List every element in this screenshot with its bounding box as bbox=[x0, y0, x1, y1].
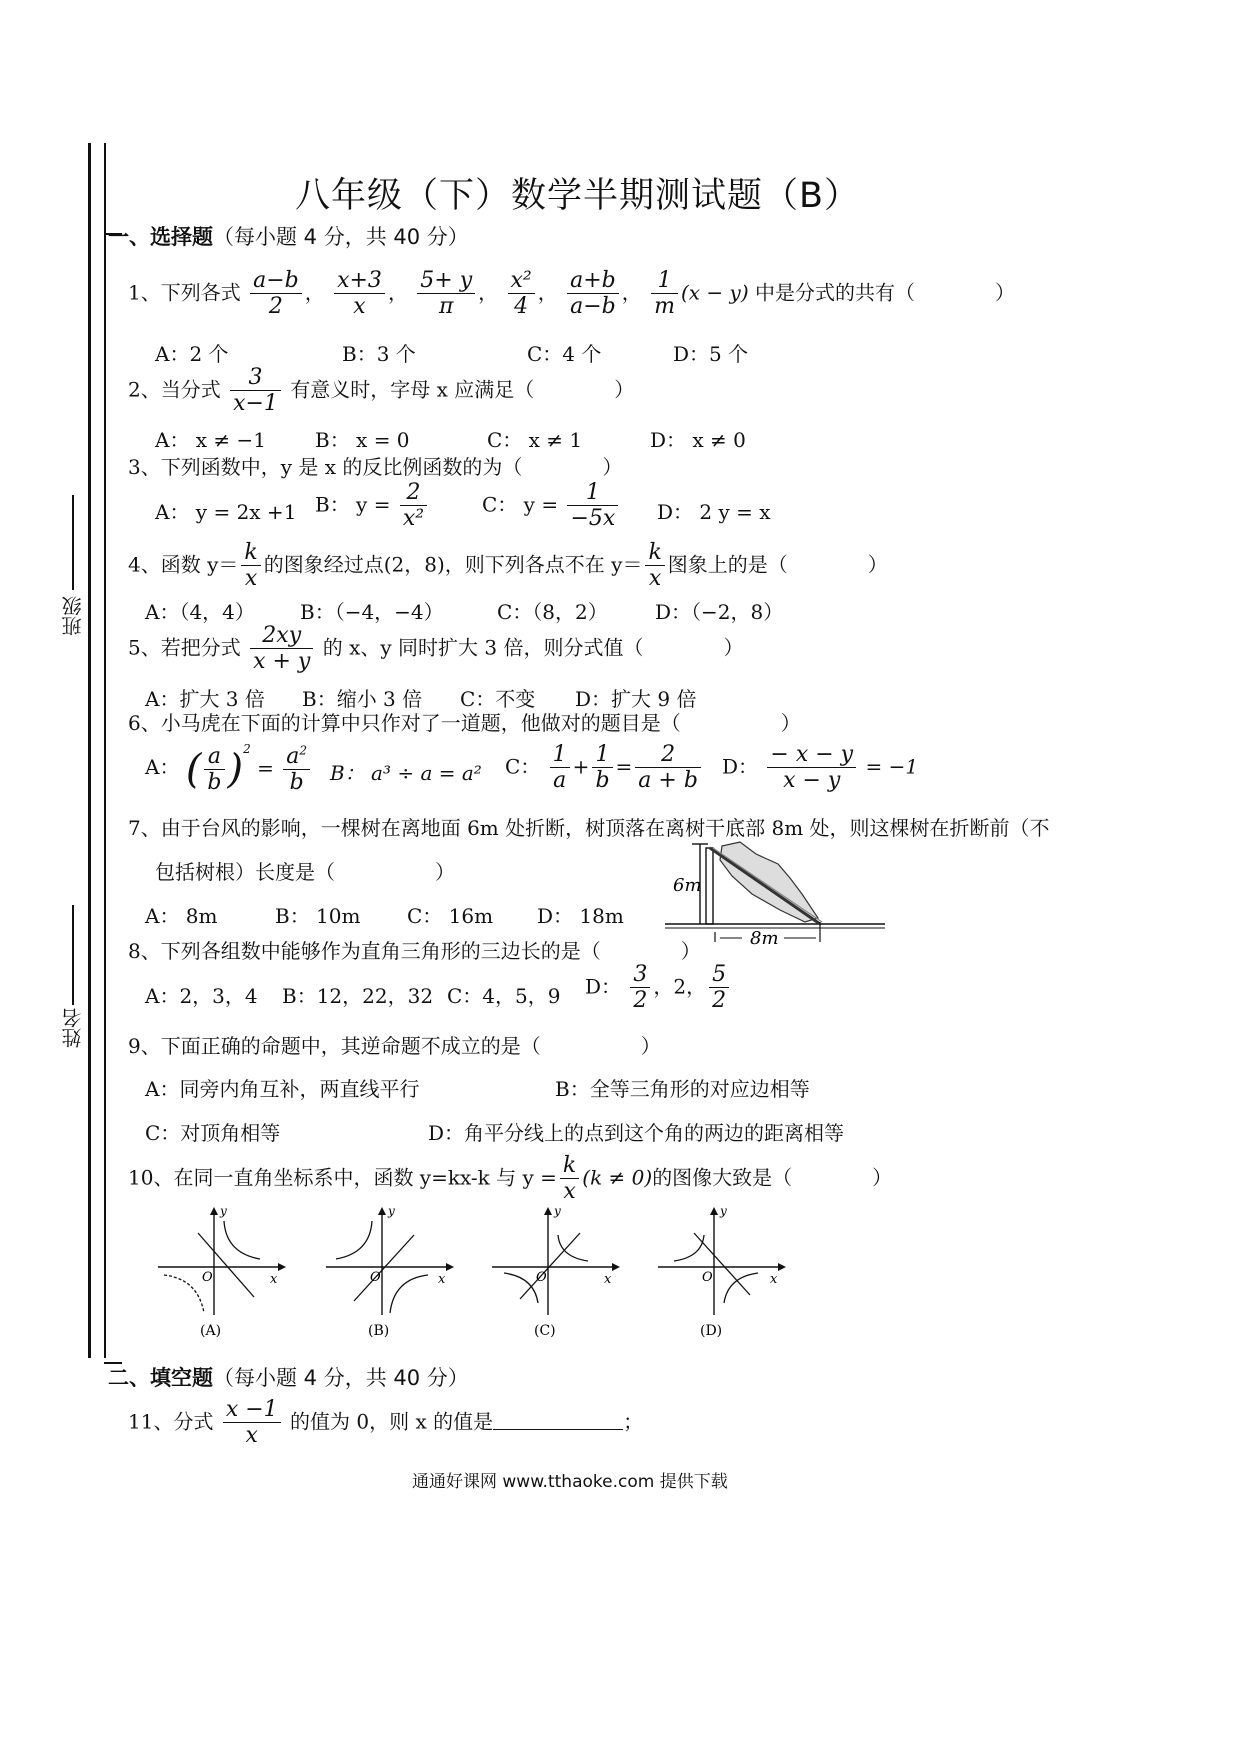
question-2 bbox=[128, 365, 634, 417]
q7-option-c[interactable]: C： 16m bbox=[407, 904, 494, 928]
q8-option-d-fraction-2: $\frac{5}{2}$ bbox=[709, 962, 729, 1014]
q4-option-b[interactable]: B：（−4，−4） bbox=[300, 600, 444, 624]
q10-fraction: $\frac{k}{x}$ bbox=[560, 1153, 579, 1205]
q8-option-b[interactable]: B：12，22，32 bbox=[282, 984, 434, 1008]
q1-fraction-3: $\frac{5+ y}{\pi}$ bbox=[417, 268, 475, 320]
q1-option-d[interactable]: D：5 个 bbox=[673, 342, 749, 366]
q9-option-a[interactable]: A：同旁内角互补，两直线平行 bbox=[145, 1077, 420, 1101]
q5-suffix: 的 x、y 同时扩大 3 倍，则分式值（ ） bbox=[322, 635, 744, 660]
q10-graph-d-label: (D) bbox=[700, 1323, 723, 1339]
q10-graph-b-origin: O bbox=[370, 1270, 381, 1285]
q3-option-c-label: C： y = bbox=[482, 492, 559, 517]
q8-option-a[interactable]: A：2，3，4 bbox=[145, 984, 258, 1008]
q1-fraction-2: $\frac{x+3}{x}$ bbox=[334, 268, 385, 320]
q1-fraction-6-tail: (x − y) bbox=[680, 280, 749, 305]
q3-option-b-label: B： y = bbox=[315, 492, 391, 517]
q4-middle: 的图象经过点(2，8)，则下列各点不在 y＝ bbox=[263, 552, 643, 577]
q10-suffix: 的图像大致是（ ） bbox=[652, 1165, 893, 1190]
q3-option-b-fraction: $\frac{2}{\text{x²}}$ bbox=[400, 480, 427, 532]
q11-prefix: 11、分式 bbox=[128, 1409, 214, 1434]
q6-option-c-expr: $\frac{1}{a}$ + $\frac{1}{b}$ = $\frac{2}{a + b}$ bbox=[547, 742, 704, 794]
q1-fraction-1: $\frac{a-b}{2}$ bbox=[250, 268, 302, 320]
q1-option-c[interactable]: C：4 个 bbox=[527, 342, 602, 366]
question-4 bbox=[128, 540, 888, 592]
q2-fraction: $\frac{3}{x-1}$ bbox=[230, 365, 281, 417]
q7-tree-figure bbox=[660, 836, 890, 948]
q10-graph-b-x-label: x bbox=[438, 1272, 446, 1287]
name-label: 姓名 bbox=[61, 1008, 85, 1048]
q8-option-d-fraction-1: $\frac{3}{2}$ bbox=[630, 962, 650, 1014]
q10-graph-c-label: (C) bbox=[534, 1323, 556, 1339]
q10-condition: (k ≠ 0) bbox=[582, 1165, 653, 1190]
q10-prefix: 10、在同一直角坐标系中，函数 y=kx-k 与 y = bbox=[128, 1165, 557, 1190]
q2-prefix: 2、当分式 bbox=[128, 377, 221, 402]
section-2-title: 二、填空题 bbox=[108, 1366, 213, 1390]
name-blank[interactable] bbox=[72, 905, 74, 1005]
q8-option-d-mid: ，2， bbox=[653, 974, 707, 999]
class-blank[interactable] bbox=[72, 495, 74, 590]
q9-option-b[interactable]: B：全等三角形的对应边相等 bbox=[555, 1077, 810, 1101]
q7-option-d[interactable]: D： 18m bbox=[537, 904, 624, 928]
q6-option-d-label: D： bbox=[722, 754, 759, 779]
q6-option-d[interactable] bbox=[722, 742, 918, 794]
q4-fraction-1: $\frac{k}{x}$ bbox=[241, 540, 260, 592]
q7-figure-width-label: 8m bbox=[750, 928, 779, 948]
q10-graph-d-y-label: y bbox=[720, 1205, 727, 1218]
q6-option-d-fraction: $\frac{- x - y}{x - y}$ bbox=[767, 742, 856, 794]
question-8: 8、下列各组数中能够作为直角三角形的三边长的是（ ） bbox=[128, 939, 701, 963]
q10-graph-a-y-label: y bbox=[220, 1205, 227, 1218]
q11-end: ； bbox=[623, 1409, 644, 1434]
section-2-heading bbox=[108, 1362, 469, 1392]
q2-option-b[interactable]: B： x = 0 bbox=[315, 428, 410, 452]
q1-fraction-5: $\frac{a+b}{a-b}$ bbox=[567, 268, 619, 320]
question-5 bbox=[128, 623, 743, 675]
question-3: 3、下列函数中，y 是 x 的反比例函数的为（ ） bbox=[128, 455, 623, 479]
q9-option-d[interactable]: D：角平分线上的点到这个角的两边的距离相等 bbox=[428, 1121, 845, 1145]
section-1-title: 一、选择题 bbox=[108, 225, 213, 249]
q10-graph-c-x-label: x bbox=[604, 1272, 612, 1287]
q7-option-b[interactable]: B： 10m bbox=[275, 904, 361, 928]
q1-option-b[interactable]: B：3 个 bbox=[342, 342, 416, 366]
q6-option-a[interactable] bbox=[145, 742, 313, 795]
q10-graph-c[interactable] bbox=[484, 1205, 624, 1345]
question-7-line-2: 包括树根）长度是（ ） bbox=[155, 860, 455, 884]
q4-option-c[interactable]: C：（8，2） bbox=[497, 600, 608, 624]
question-11 bbox=[128, 1397, 643, 1449]
q6-option-d-result: = −1 bbox=[865, 754, 919, 779]
q5-prefix: 5、若把分式 bbox=[128, 635, 241, 660]
binding-line-1 bbox=[88, 143, 91, 1358]
q4-fraction-2: $\frac{k}{x}$ bbox=[645, 540, 664, 592]
q7-figure-height-label: 6m bbox=[673, 875, 702, 896]
q1-suffix: 中是分式的共有（ ） bbox=[755, 280, 1015, 305]
class-label: 班级 bbox=[61, 596, 85, 636]
q8-option-c[interactable]: C：4，5，9 bbox=[447, 984, 561, 1008]
q10-graph-b-y-label: y bbox=[388, 1205, 395, 1218]
q6-option-a-expr: ( $\frac{a}{b}$ )$^2$ = $\frac{a^2}{b}$ bbox=[186, 742, 313, 795]
q10-graph-a[interactable] bbox=[150, 1205, 290, 1345]
q2-option-d[interactable]: D： x ≠ 0 bbox=[650, 428, 746, 452]
q5-option-c[interactable]: C：不变 bbox=[460, 687, 536, 711]
q7-option-a[interactable]: A： 8m bbox=[145, 904, 218, 928]
q3-option-b[interactable] bbox=[315, 480, 430, 532]
q10-graph-a-origin: O bbox=[202, 1270, 213, 1285]
q3-option-d[interactable]: D： 2 y = x bbox=[657, 500, 771, 524]
section-1-heading bbox=[108, 221, 469, 251]
q8-option-d-label: D： bbox=[585, 974, 622, 999]
q5-option-d[interactable]: D：扩大 9 倍 bbox=[575, 687, 697, 711]
page-footer: 通通好课网 www.tthaoke.com 提供下载 bbox=[412, 1472, 728, 1492]
q6-option-a-label: A： bbox=[145, 755, 180, 780]
q4-option-d[interactable]: D：（−2，8） bbox=[655, 600, 784, 624]
q10-graph-d[interactable] bbox=[650, 1205, 790, 1345]
q10-graph-b-label: (B) bbox=[368, 1323, 390, 1339]
q10-graph-a-x-label: x bbox=[270, 1272, 278, 1287]
q2-option-a[interactable]: A： x ≠ −1 bbox=[155, 428, 267, 452]
question-7-line-1: 7、由于台风的影响，一棵树在离地面 6m 处折断，树顶落在离树干底部 8m 处，则这棵树在折断前（不 bbox=[128, 816, 1050, 840]
q6-option-b[interactable]: B： a³ ÷ a = a² bbox=[330, 761, 482, 785]
section-1-note: （每小题 4 分，共 40 分） bbox=[213, 225, 469, 249]
q2-suffix: 有意义时，字母 x 应满足（ ） bbox=[290, 377, 635, 402]
q11-answer-blank[interactable] bbox=[493, 1409, 623, 1430]
q10-graph-d-origin: O bbox=[702, 1270, 713, 1285]
page-title: 八年级（下）数学半期测试题（B） bbox=[295, 176, 861, 216]
question-1: 1、下列各式 $\frac{a-b}{2}$ ， $\frac{x+3}{x}$ ， $\frac{5+ y}{\pi}$ ， $\frac{\text{x²}}{4}$ ， $\frac{a+b}{a-b}$ ， $\frac{1}{m}$ (x − y) 中是分式的共有（ ） bbox=[128, 268, 1015, 320]
q4-prefix: 4、函数 y＝ bbox=[128, 552, 239, 577]
q11-fraction: $\frac{x -1}{x}$ bbox=[223, 1397, 281, 1449]
q3-option-c-fraction: $\frac{1}{-5x}$ bbox=[567, 480, 618, 532]
q1-fraction-6: $\frac{1}{m}$ bbox=[651, 268, 678, 320]
q5-option-b[interactable]: B：缩小 3 倍 bbox=[302, 687, 423, 711]
binding-line-2 bbox=[104, 143, 106, 1358]
q3-option-a[interactable]: A： y = 2x +1 bbox=[155, 500, 297, 524]
q5-fraction: $\frac{2xy}{x + y}$ bbox=[250, 623, 313, 675]
q10-graph-a-label: (A) bbox=[200, 1323, 222, 1339]
q1-option-a[interactable]: A：2 个 bbox=[155, 342, 229, 366]
q1-prefix: 1、下列各式 bbox=[128, 280, 241, 305]
q10-graph-b[interactable] bbox=[318, 1205, 458, 1345]
q6-option-c-label: C： bbox=[505, 754, 541, 779]
q10-graph-c-origin: O bbox=[536, 1270, 547, 1285]
question-9: 9、下面正确的命题中，其逆命题不成立的是（ ） bbox=[128, 1034, 661, 1058]
question-10 bbox=[128, 1153, 892, 1205]
q10-graph-c-y-label: y bbox=[554, 1205, 561, 1218]
q1-fraction-4: $\frac{\text{x²}}{4}$ bbox=[508, 268, 535, 320]
q2-option-c[interactable]: C： x ≠ 1 bbox=[487, 428, 583, 452]
q4-option-a[interactable]: A：（4，4） bbox=[145, 600, 255, 624]
q5-option-a[interactable]: A：扩大 3 倍 bbox=[145, 687, 265, 711]
q4-suffix: 图象上的是（ ） bbox=[667, 552, 888, 577]
q11-suffix: 的值为 0，则 x 的值是 bbox=[290, 1409, 494, 1434]
q6-option-c[interactable] bbox=[505, 742, 704, 794]
q10-graph-d-x-label: x bbox=[770, 1272, 778, 1287]
question-6: 6、小马虎在下面的计算中只作对了一道题，他做对的题目是（ ） bbox=[128, 711, 801, 735]
q9-option-c[interactable]: C：对顶角相等 bbox=[145, 1121, 281, 1145]
q8-option-d[interactable] bbox=[585, 962, 732, 1014]
section-2-note: （每小题 4 分，共 40 分） bbox=[213, 1366, 469, 1390]
q3-option-c[interactable] bbox=[482, 480, 621, 532]
